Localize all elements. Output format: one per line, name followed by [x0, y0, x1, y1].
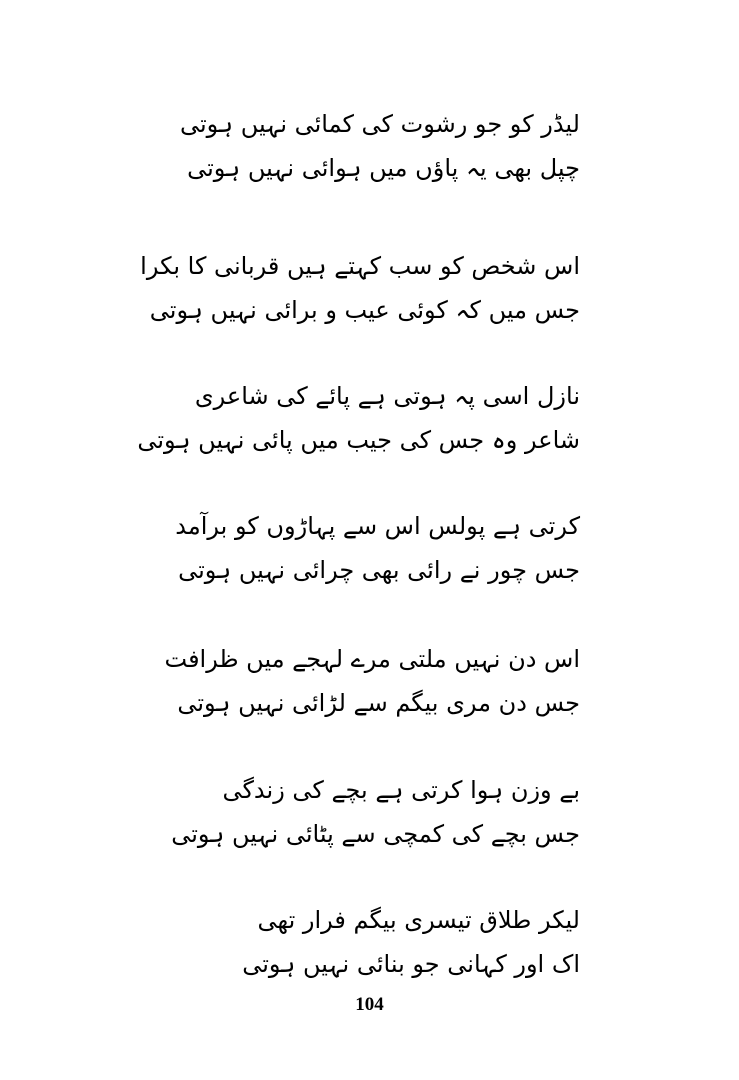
verse-line: اس دن نہیں ملتی مرے لہجے میں ظرافت — [164, 645, 580, 673]
verse-line: جس دن مری بیگم سے لڑائی نہیں ہوتی — [177, 689, 580, 717]
verse-line: جس بچے کی کمچی سے پٹائی نہیں ہوتی — [171, 820, 580, 848]
stanza-6 — [171, 768, 580, 856]
verse-line: جس میں کہ کوئی عیب و برائی نہیں ہوتی — [149, 296, 580, 324]
verse-line: چپل بھی یہ پاؤں میں ہوائی نہیں ہوتی — [187, 154, 580, 182]
verse-line: لیکر طلاق تیسری بیگم فرار تھی — [257, 906, 580, 934]
verse-line: نازل اسی پہ ہوتی ہے پائے کی شاعری — [194, 382, 580, 410]
verse-line: بے وزن ہوا کرتی ہے بچے کی زندگی — [222, 776, 580, 804]
verse-line: کرتی ہے پولس اس سے پہاڑوں کو برآمد — [175, 512, 580, 540]
stanza-5 — [164, 637, 580, 725]
stanza-2 — [140, 244, 580, 332]
verse-line: اس شخص کو سب کہتے ہیں قربانی کا بکرا — [140, 252, 580, 280]
stanza-3 — [137, 374, 580, 462]
stanza-1 — [179, 102, 580, 190]
verse-line: اک اور کہانی جو بنائی نہیں ہوتی — [242, 950, 580, 978]
verse-line: شاعر وہ جس کی جیب میں پائی نہیں ہوتی — [137, 426, 580, 454]
verse-line: لیڈر کو جو رشوت کی کمائی نہیں ہوتی — [179, 110, 580, 138]
stanza-4 — [175, 504, 580, 592]
page-number: 104 — [355, 994, 384, 1015]
verse-line: جس چور نے رائی بھی چرائی نہیں ہوتی — [178, 556, 580, 584]
stanza-7 — [200, 898, 580, 986]
